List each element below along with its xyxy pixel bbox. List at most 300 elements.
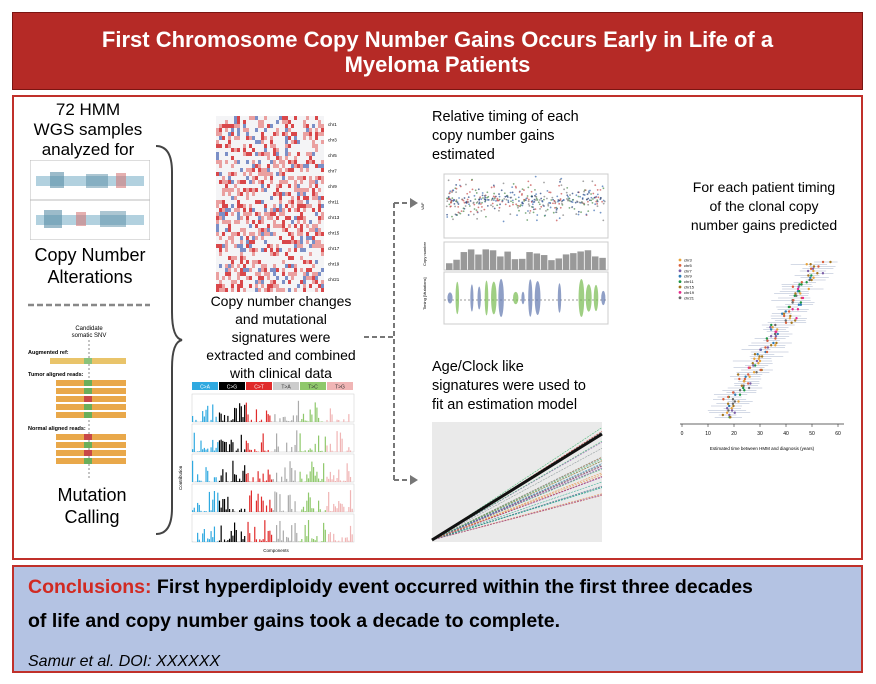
- heatmap-cell: [318, 164, 321, 168]
- heatmap-cell: [264, 188, 267, 192]
- vaf-point: [515, 198, 517, 200]
- heatmap-cell: [312, 240, 315, 244]
- heatmap-cell: [318, 204, 321, 208]
- heatmap-cell: [249, 284, 252, 288]
- signature-bar: [286, 537, 287, 542]
- heatmap-cell: [279, 212, 282, 216]
- signature-bar: [224, 499, 225, 512]
- signature-bar: [244, 536, 245, 542]
- heatmap-cell: [306, 152, 309, 156]
- signature-panels: [192, 394, 354, 542]
- heatmap-cell: [261, 136, 264, 140]
- prediction-point: [791, 308, 793, 310]
- heatmap-cell: [315, 184, 318, 188]
- heatmap-cell: [291, 164, 294, 168]
- heatmap-cell: [255, 272, 258, 276]
- heatmap-cell: [261, 264, 264, 268]
- heatmap-cell: [303, 196, 306, 200]
- vaf-point: [532, 203, 534, 205]
- heatmap-cell: [249, 212, 252, 216]
- heatmap-cell: [249, 244, 252, 248]
- signature-bar: [207, 406, 208, 422]
- signature-bar: [264, 481, 265, 482]
- heatmap-cell: [297, 196, 300, 200]
- prediction-point: [757, 362, 759, 364]
- heatmap-cell: [312, 196, 315, 200]
- intro-line-2: WGS samples: [33, 120, 143, 139]
- signature-bar: [247, 522, 248, 542]
- vaf-point: [513, 183, 515, 185]
- heatmap-cell: [309, 236, 312, 240]
- heatmap-cell: [216, 128, 219, 132]
- heatmap-cell: [240, 240, 243, 244]
- vaf-point: [468, 196, 470, 198]
- heatmap-cell: [237, 188, 240, 192]
- title-banner: [12, 12, 863, 90]
- heatmap-cell: [234, 208, 237, 212]
- vaf-point: [515, 203, 517, 205]
- vaf-point: [449, 206, 451, 208]
- heatmap-cell: [288, 224, 291, 228]
- heatmap-cell: [234, 280, 237, 284]
- heatmap-cell: [234, 268, 237, 272]
- heatmap-cell: [309, 244, 312, 248]
- vaf-point: [461, 210, 463, 212]
- vaf-point: [521, 194, 523, 196]
- predict-line-2: of the clonal copy: [709, 198, 819, 214]
- heatmap-cell: [252, 148, 255, 152]
- heatmap-cell: [264, 168, 267, 172]
- signature-header-label: C>A: [200, 384, 210, 391]
- heatmap-cell: [273, 208, 276, 212]
- signature-bar: [342, 537, 343, 542]
- heatmap-label: chr7: [328, 168, 337, 174]
- copy-bar: [446, 263, 453, 270]
- heatmap-cell: [276, 188, 279, 192]
- heatmap-cell: [282, 160, 285, 164]
- heatmap-cell: [231, 264, 234, 268]
- heatmap-cell: [252, 116, 255, 120]
- heatmap-cell: [237, 148, 240, 152]
- signature-bar: [289, 541, 290, 542]
- heatmap-cell: [300, 240, 303, 244]
- heatmap-cell: [294, 188, 297, 192]
- vaf-point: [535, 208, 537, 210]
- vaf-point: [482, 192, 484, 194]
- signature-bar: [286, 443, 287, 452]
- signature-bar: [207, 471, 208, 482]
- heatmap-cell: [321, 140, 324, 144]
- citation: Samur et al. DOI: XXXXXX: [28, 653, 221, 670]
- signature-bar: [251, 450, 252, 452]
- vaf-point: [468, 214, 470, 216]
- vaf-point: [533, 209, 535, 211]
- vaf-point: [521, 202, 523, 204]
- heatmap-cell: [297, 200, 300, 204]
- prediction-point: [792, 299, 794, 301]
- heatmap-cell: [234, 256, 237, 260]
- heatmap-cell: [315, 212, 318, 216]
- heatmap-cell: [297, 176, 300, 180]
- vaf-point: [550, 207, 552, 209]
- heatmap-label: chr11: [328, 199, 339, 205]
- vaf-point: [457, 201, 459, 203]
- intro-line-1: 72 HMM: [55, 100, 121, 119]
- vaf-point: [512, 204, 514, 206]
- heatmap-cell: [318, 240, 321, 244]
- heatmap-cell: [255, 236, 258, 240]
- signature-bar: [294, 445, 295, 452]
- signature-bar: [200, 481, 201, 482]
- signature-bar: [241, 406, 242, 422]
- vaf-point: [538, 201, 540, 203]
- prediction-point: [805, 281, 807, 283]
- signature-bar: [284, 417, 285, 422]
- heatmap-cell: [225, 184, 228, 188]
- signature-bar: [311, 450, 312, 452]
- heatmap-cell: [276, 216, 279, 220]
- heatmap-cell: [216, 220, 219, 224]
- heatmap-cell: [219, 252, 222, 256]
- vaf-point: [547, 209, 549, 211]
- timing-line-2: copy number gains: [432, 128, 555, 144]
- heatmap-cell: [234, 172, 237, 176]
- signature-bar: [326, 506, 327, 512]
- heatmap-cell: [273, 132, 276, 136]
- tumor-label: Tumor aligned reads:: [28, 372, 84, 378]
- prediction-legend: [679, 258, 695, 301]
- signature-bar: [289, 421, 290, 422]
- heatmap-cell: [279, 236, 282, 240]
- heatmap-cell: [315, 228, 318, 232]
- heatmap-cell: [312, 140, 315, 144]
- vaf-point: [465, 205, 467, 207]
- mutational-signature-chart: [178, 380, 358, 554]
- signature-bar: [336, 541, 337, 542]
- signature-bar: [323, 523, 324, 542]
- heatmap-cell: [246, 212, 249, 216]
- signature-bar: [325, 510, 326, 512]
- legend-marker: [679, 286, 682, 289]
- signature-bar: [315, 540, 316, 542]
- heatmap-cell: [249, 208, 252, 212]
- vaf-point: [522, 188, 524, 190]
- signature-bar: [338, 501, 339, 512]
- vaf-point: [455, 214, 457, 216]
- signature-bar: [347, 463, 348, 482]
- heatmap-cell: [234, 184, 237, 188]
- signature-bar: [216, 477, 217, 482]
- vaf-point: [597, 205, 599, 207]
- vaf-point: [520, 204, 522, 206]
- signature-bar: [294, 501, 295, 512]
- heatmap-cell: [315, 192, 318, 196]
- vaf-point: [449, 192, 451, 194]
- heatmap-cell: [318, 188, 321, 192]
- signature-bar: [247, 443, 248, 452]
- heatmap-cell: [297, 232, 300, 236]
- prediction-point: [726, 407, 728, 409]
- vaf-point: [540, 206, 542, 208]
- heatmap-cell: [279, 208, 282, 212]
- heatmap-cell: [309, 268, 312, 272]
- heatmap-cell: [237, 132, 240, 136]
- vaf-point: [559, 217, 561, 219]
- heatmap-cell: [237, 136, 240, 140]
- prediction-point: [801, 281, 803, 283]
- heatmap-cell: [291, 176, 294, 180]
- heatmap-cell: [303, 272, 306, 276]
- heatmap-cell: [279, 204, 282, 208]
- vaf-point: [571, 206, 573, 208]
- heatmap-cell: [219, 132, 222, 136]
- heatmap-cell: [294, 180, 297, 184]
- heatmap-cell: [240, 192, 243, 196]
- heatmap-cell: [252, 240, 255, 244]
- heatmap-cell: [297, 152, 300, 156]
- signature-headers: [192, 382, 353, 391]
- signature-bar: [202, 533, 203, 542]
- signature-bar: [232, 536, 233, 542]
- heatmap-cell: [276, 164, 279, 168]
- legend-label: chr21: [684, 295, 695, 301]
- heatmap-cell: [261, 228, 264, 232]
- copy-bar: [541, 255, 548, 270]
- heatmap-cell: [276, 172, 279, 176]
- signature-bar: [239, 510, 240, 512]
- signature-bar: [254, 527, 255, 542]
- heatmap-cell: [237, 124, 240, 128]
- heatmap-cell: [261, 172, 264, 176]
- heatmap-cell: [222, 284, 225, 288]
- heatmap-cell: [261, 232, 264, 236]
- heatmap-cell: [237, 220, 240, 224]
- heatmap-cell: [300, 232, 303, 236]
- vaf-point: [566, 187, 568, 189]
- heatmap-cell: [306, 224, 309, 228]
- heatmap-cell: [225, 120, 228, 124]
- vaf-point: [553, 212, 555, 214]
- heatmap-cell: [270, 160, 273, 164]
- heatmap-cell: [225, 244, 228, 248]
- signature-bar: [263, 433, 264, 452]
- heatmap-cell: [312, 236, 315, 240]
- heatmap-cell: [309, 204, 312, 208]
- heatmap-cell: [303, 216, 306, 220]
- vaf-point: [582, 198, 584, 200]
- normal-label: Normal aligned reads:: [28, 426, 86, 432]
- heatmap-cell: [219, 160, 222, 164]
- prediction-point: [727, 409, 729, 411]
- legend-label: chr15: [684, 284, 695, 290]
- prediction-tick-label: 10: [705, 431, 711, 437]
- heatmap-cell: [243, 264, 246, 268]
- signature-bar: [352, 509, 353, 512]
- heatmap-cell: [291, 264, 294, 268]
- prediction-point: [810, 274, 812, 276]
- vaf-point: [446, 216, 448, 218]
- vaf-point: [449, 190, 451, 192]
- heatmap-cell: [258, 140, 261, 144]
- heatmap-cell: [273, 212, 276, 216]
- signature-bar: [335, 540, 336, 542]
- vaf-point: [574, 208, 576, 210]
- heatmap-cell: [231, 196, 234, 200]
- vaf-point: [448, 179, 450, 181]
- signature-bar: [306, 474, 307, 482]
- heatmap-cell: [219, 216, 222, 220]
- heatmap-cell: [252, 164, 255, 168]
- signature-bar: [273, 510, 274, 512]
- heatmap-cell: [258, 232, 261, 236]
- prediction-point: [754, 353, 756, 355]
- heatmap-cell: [246, 188, 249, 192]
- heatmap-cell: [249, 152, 252, 156]
- heatmap-cell: [243, 268, 246, 272]
- vaf-point: [518, 205, 520, 207]
- heatmap-cell: [267, 168, 270, 172]
- heatmap-cell: [252, 180, 255, 184]
- signature-bar: [326, 477, 327, 482]
- signature-bar: [241, 531, 242, 542]
- heatmap-cell: [291, 220, 294, 224]
- heatmap-cell: [267, 224, 270, 228]
- signature-bar: [266, 541, 267, 542]
- signature-bar: [336, 431, 337, 452]
- heatmap-cell: [303, 132, 306, 136]
- heatmap-cell: [267, 276, 270, 280]
- prediction-point: [727, 403, 729, 405]
- heatmap-cell: [258, 124, 261, 128]
- signature-bar: [251, 490, 252, 512]
- heatmap-cell: [288, 232, 291, 236]
- heatmap-cell: [231, 240, 234, 244]
- signature-bar: [294, 523, 295, 542]
- signature-bar: [338, 541, 339, 542]
- prediction-point: [788, 310, 790, 312]
- heatmap-cell: [282, 164, 285, 168]
- prediction-point: [770, 324, 772, 326]
- heatmap-cell: [258, 200, 261, 204]
- vaf-point: [550, 192, 552, 194]
- vaf-point: [594, 203, 596, 205]
- prediction-point: [813, 265, 815, 267]
- heatmap-cell: [303, 284, 306, 288]
- signature-bar: [259, 539, 260, 542]
- normal-reads: [56, 434, 126, 464]
- signature-bar: [325, 530, 326, 542]
- heatmap-cell: [261, 280, 264, 284]
- signature-bar: [276, 492, 277, 512]
- signature-bar: [249, 450, 250, 452]
- prediction-forest-plot: [672, 252, 852, 462]
- heatmap-cell: [219, 236, 222, 240]
- vaf-point: [470, 211, 472, 213]
- vaf-point: [583, 204, 585, 206]
- prediction-point: [767, 346, 769, 348]
- signature-bar: [291, 420, 292, 422]
- prediction-point: [755, 371, 757, 373]
- heatmap-cell: [309, 260, 312, 264]
- vaf-point: [504, 192, 506, 194]
- heatmap-cell: [219, 164, 222, 168]
- intro-text: [30, 100, 146, 160]
- heatmap-cell: [300, 164, 303, 168]
- heatmap-cell: [306, 116, 309, 120]
- vaf-point: [578, 211, 580, 213]
- vaf-point: [567, 196, 569, 198]
- signature-bar: [343, 507, 344, 512]
- signature-bar: [231, 531, 232, 542]
- heatmap-cell: [252, 220, 255, 224]
- signature-bar: [263, 474, 264, 482]
- signature-bar: [286, 479, 287, 482]
- heatmap-cell: [318, 284, 321, 288]
- heatmap-cell: [294, 244, 297, 248]
- prediction-point: [794, 319, 796, 321]
- signature-bar: [310, 448, 311, 452]
- vaf-point: [497, 198, 499, 200]
- vaf-point: [539, 208, 541, 210]
- vaf-point: [481, 206, 483, 208]
- vaf-point: [592, 193, 594, 195]
- heatmap-cell: [228, 180, 231, 184]
- heatmap-cell: [300, 268, 303, 272]
- heatmap-cell: [273, 272, 276, 276]
- signature-bar: [268, 450, 269, 452]
- heatmap-cell: [228, 236, 231, 240]
- signature-bar: [242, 417, 243, 422]
- heatmap-cell: [228, 272, 231, 276]
- heatmap-cell: [285, 148, 288, 152]
- prediction-point: [797, 288, 799, 290]
- signature-bar: [291, 509, 292, 512]
- prediction-point: [808, 288, 810, 290]
- heatmap-cell: [249, 116, 252, 120]
- signature-bar: [210, 447, 211, 452]
- heatmap-cell: [234, 148, 237, 152]
- vaf-point: [512, 199, 514, 201]
- heatmap-cell: [255, 284, 258, 288]
- legend-marker: [679, 275, 682, 278]
- heatmap-cell: [273, 164, 276, 168]
- vaf-point: [577, 191, 579, 193]
- vaf-point: [544, 215, 546, 217]
- heatmap-cell: [285, 276, 288, 280]
- vaf-point: [484, 197, 486, 199]
- vaf-point: [590, 199, 592, 201]
- prediction-x-label: Estimated time between HMM and diagnosis (years): [709, 446, 815, 451]
- copy-bar: [461, 252, 468, 270]
- vaf-point: [540, 198, 542, 200]
- signature-bar: [331, 451, 332, 452]
- vaf-point: [491, 187, 493, 189]
- vaf-point: [493, 193, 495, 195]
- heatmap-cell: [288, 272, 291, 276]
- signature-bar: [300, 433, 301, 452]
- prediction-point: [743, 389, 745, 391]
- signature-bar: [328, 479, 329, 482]
- heatmap-cell: [285, 264, 288, 268]
- heatmap-cell: [282, 228, 285, 232]
- legend-label: chr7: [684, 268, 692, 274]
- heatmap-cell: [258, 180, 261, 184]
- signature-bar: [217, 442, 218, 452]
- vaf-point: [530, 184, 532, 186]
- heatmap-cell: [276, 132, 279, 136]
- heatmap-cell: [321, 280, 324, 284]
- heatmap-cell: [249, 188, 252, 192]
